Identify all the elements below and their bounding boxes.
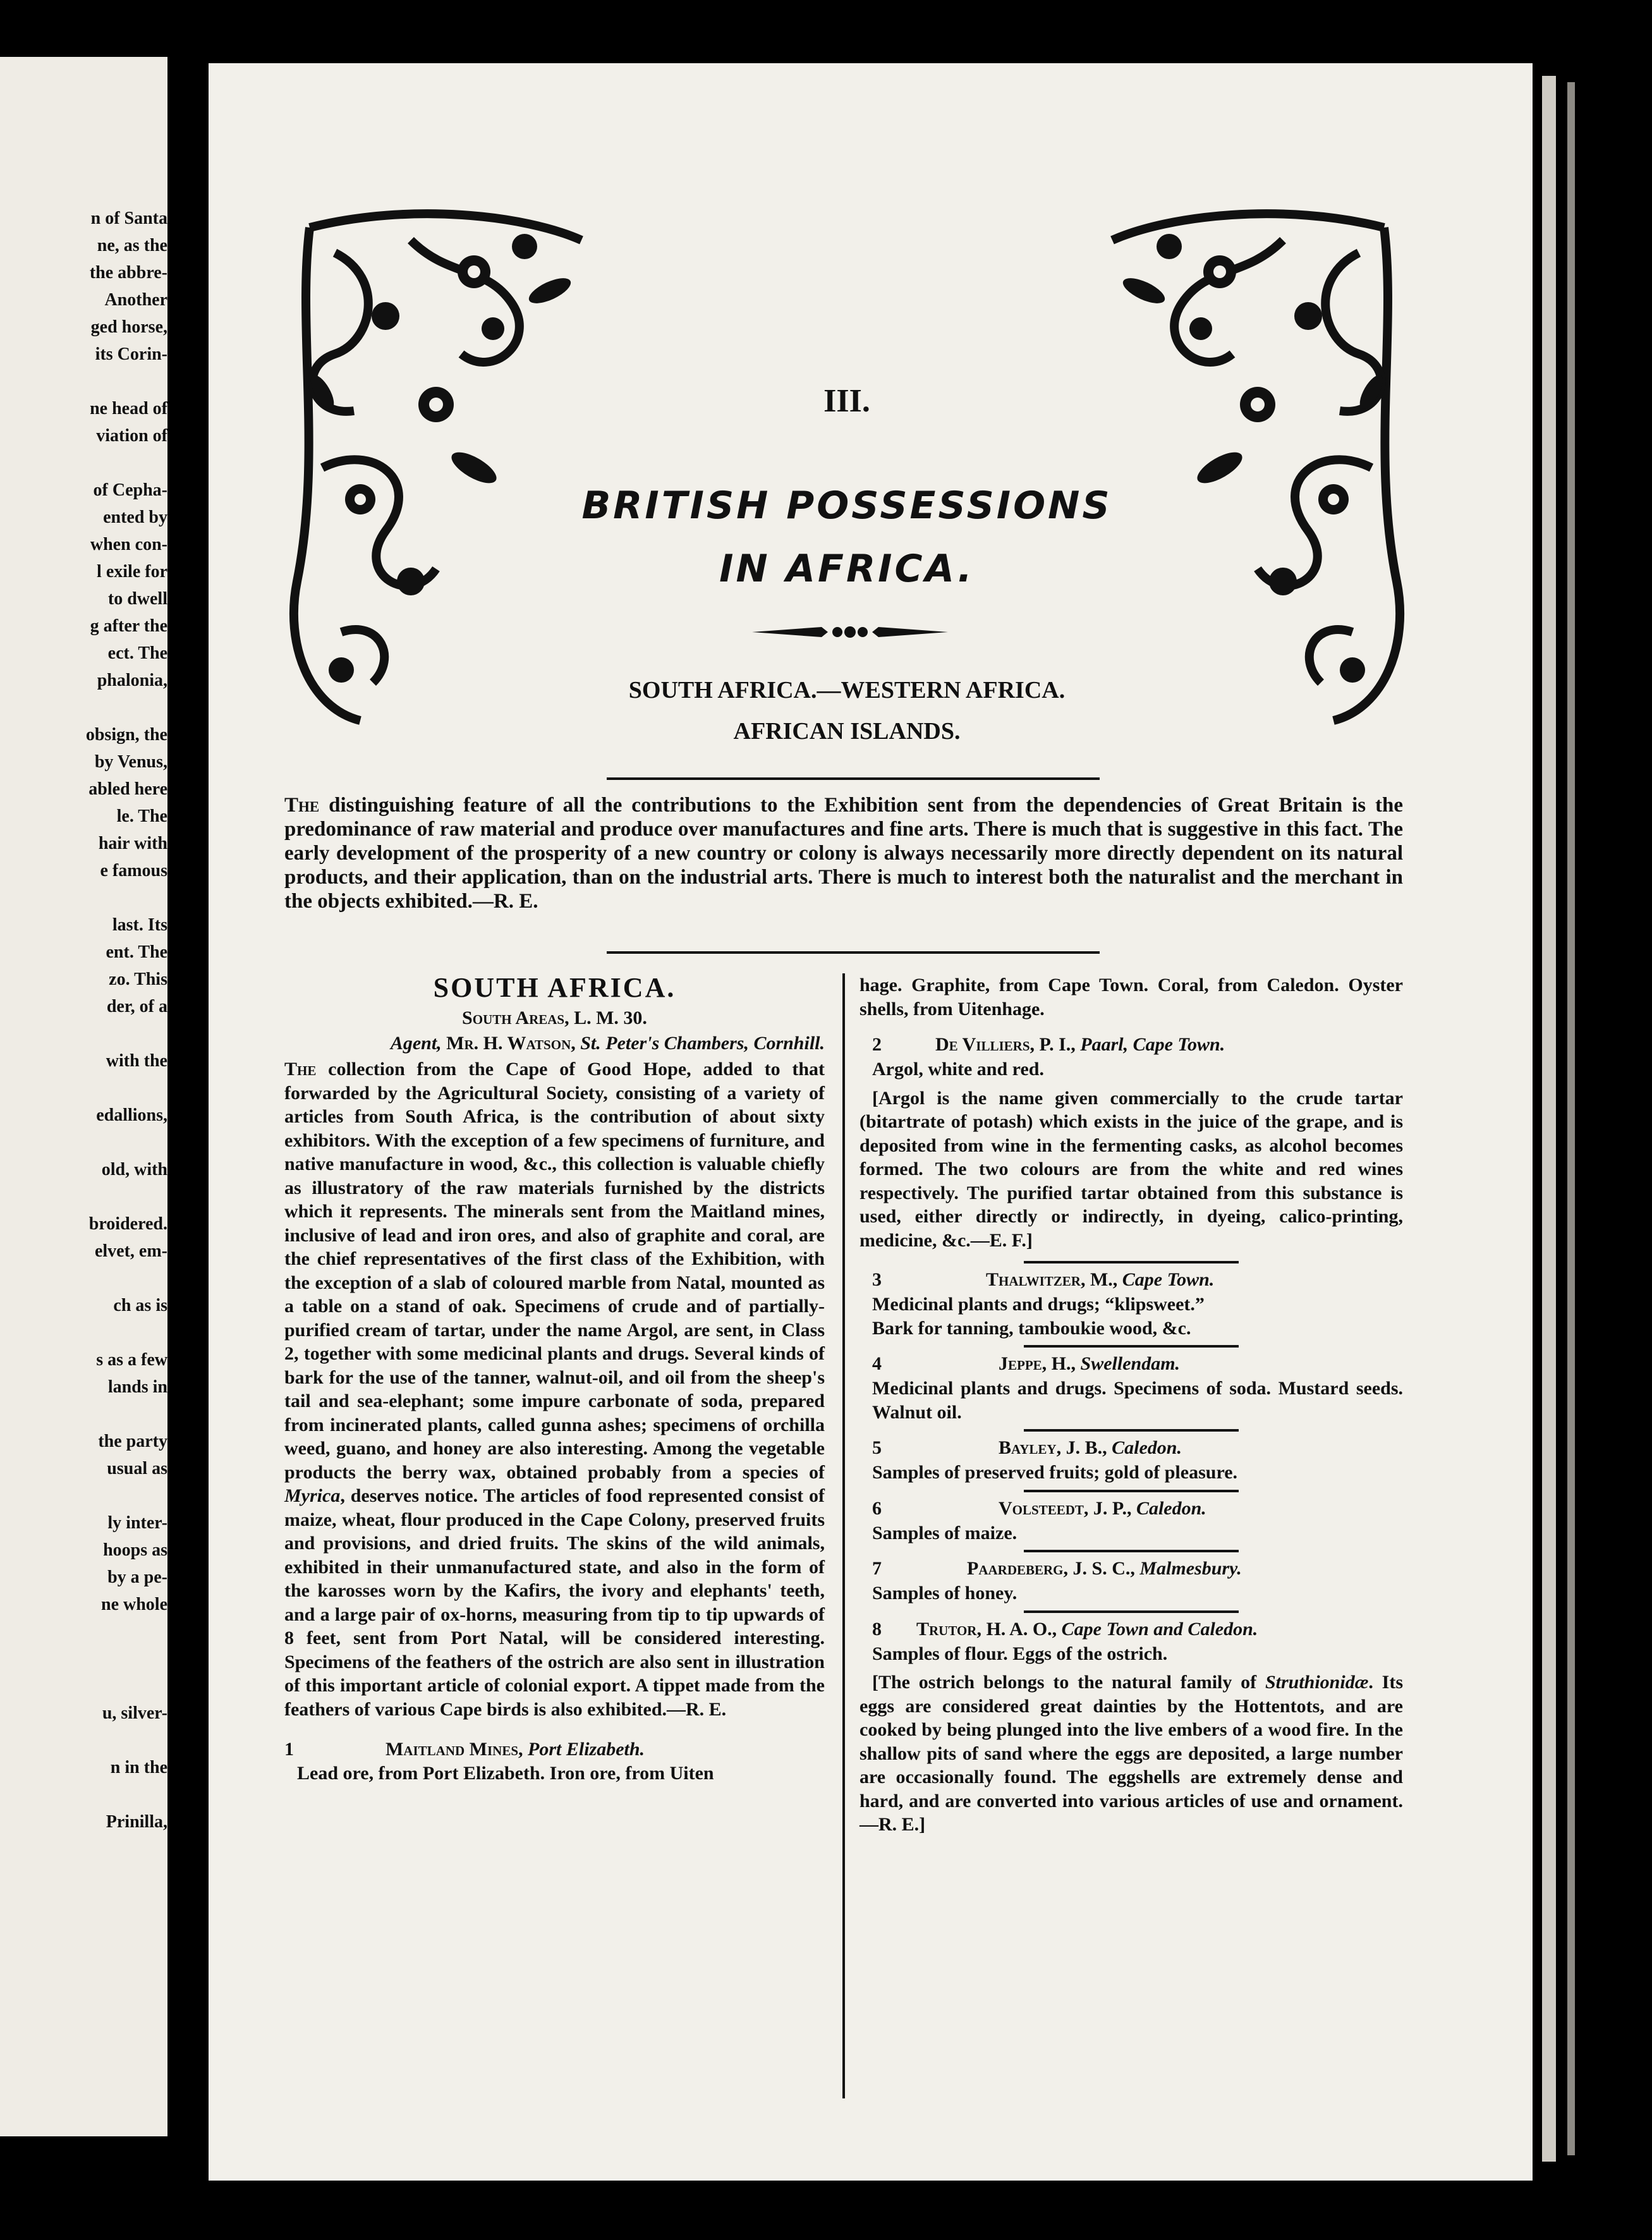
column-divider: [842, 973, 845, 2098]
right-column: [859, 973, 1403, 1837]
entry-3-desc-1: Medicinal plants and drugs; “klipsweet.”: [872, 1294, 1205, 1315]
facing-page-line: ect. The: [107, 643, 167, 663]
facing-page-line: ged horse,: [90, 317, 167, 337]
section-title-line2: IN AFRICA.: [719, 547, 975, 591]
entry-4-desc: Medicinal plants and drugs. Specimens of soda. Mustard seeds. Walnut oil.: [872, 1378, 1403, 1423]
entry-rule: [1024, 1490, 1239, 1492]
entry-rule: [1024, 1610, 1239, 1613]
agent-line: Agent, Mr. H. Watson, St. Peter's Chambers, Cornhill.: [390, 1033, 825, 1054]
facing-page-line: n of Santa: [90, 209, 167, 228]
facing-page-line: with the: [106, 1051, 167, 1071]
facing-page-line: ent. The: [106, 942, 167, 962]
entry-7: 7 Paardeberg, J. S. C., Malmesbury.: [872, 1558, 1242, 1579]
entry-rule: [1024, 1550, 1239, 1552]
facing-page-line: abled here: [88, 779, 167, 799]
intro-paragraph: The distinguishing feature of all the contributions to the Exhibition sent from the dependencies of Great Britain is the predominance of raw material and produce over manufactures and fine arts. There is much that is suggestive in this fact. The early development of the prosperity of a new country or colony is always necessarily more directly dependent on its natural products, and their application, than on the industrial arts. There is much to interest both the naturalist and the merchant in the objects exhibited.—R. E.: [284, 794, 1403, 913]
facing-page-line: ne whole: [101, 1595, 167, 1614]
facing-page-line: le. The: [116, 807, 167, 826]
entry-5-desc: Samples of preserved fruits; gold of pleasure.: [872, 1462, 1238, 1483]
entry-2-note: [Argol is the name given commercially to the crude tartar (bitartrate of potash) which exists in the juice of the grape, and is deposited from wine in the fermenting casks, as alcohol becomes formed. The two colours are from the white and red wines respectively. The purified tartar obtained from this substance is used, either directly or indirectly, in dyeing, calico-printing, medicine, &c.—E. F.]: [859, 1087, 1403, 1251]
entry-8-desc: Samples of flour. Eggs of the ostrich.: [872, 1643, 1168, 1664]
page-edge: [1542, 76, 1556, 2162]
entry-1: 1 Maitland Mines, Port Elizabeth.: [284, 1739, 645, 1760]
facing-page-line: u, silver-: [102, 1703, 167, 1723]
facing-page-line: phalonia,: [97, 671, 167, 690]
facing-page-line: e famous: [100, 861, 167, 880]
facing-page-line: ch as is: [113, 1296, 167, 1315]
entry-1-continued: hage. Graphite, from Cape Town. Coral, from Caledon. Oyster shells, from Uitenhage.: [859, 975, 1403, 1020]
facing-page-line: s as a few: [96, 1350, 167, 1370]
section-numeral: III.: [823, 383, 870, 419]
entry-3-desc-2: Bark for tanning, tamboukie wood, &c.: [872, 1317, 1191, 1339]
entry-6: 6 Volsteedt, J. P., Caledon.: [872, 1497, 1206, 1519]
facing-page-line: obsign, the: [85, 725, 167, 745]
entry-8: 8 Trutor, H. A. O., Cape Town and Caledon.: [872, 1618, 1258, 1640]
entry-7-desc: Samples of honey.: [872, 1583, 1017, 1604]
entry-3: 3 Thalwitzer, M., Cape Town.: [872, 1269, 1215, 1290]
entry-2: 2 De Villiers, P. I., Paarl, Cape Town.: [872, 1034, 1225, 1055]
facing-page-line: usual as: [107, 1459, 167, 1478]
south-africa-heading: SOUTH AFRICA.: [433, 972, 676, 1003]
facing-page-line: broidered.: [88, 1214, 167, 1234]
facing-page-line: l exile for: [97, 562, 167, 581]
facing-page-line: old, with: [101, 1160, 167, 1179]
facing-page-line: last. Its: [112, 915, 167, 935]
facing-page-line: zo. This: [109, 970, 167, 989]
entry-rule: [1024, 1261, 1239, 1263]
facing-page-line: elvet, em-: [94, 1241, 167, 1261]
facing-page-line: its Corin-: [95, 344, 167, 364]
facing-page-line: the abbre-: [89, 263, 167, 283]
facing-page-line: g after the: [90, 616, 167, 636]
facing-page-line: ented by: [103, 508, 167, 527]
facing-page-line: Prinilla,: [106, 1812, 167, 1832]
facing-page-line: when con-: [90, 535, 167, 554]
facing-page-line: lands in: [107, 1377, 167, 1397]
title-flourish: [752, 619, 948, 645]
entry-2-desc: Argol, white and red.: [872, 1059, 1044, 1080]
right-floral-ornament: [1093, 202, 1409, 733]
facing-page-line: by a pe-: [107, 1567, 167, 1587]
south-africa-areas: South Areas, L. M. 30.: [462, 1007, 647, 1028]
left-column: [284, 970, 825, 1786]
divider: [607, 951, 1100, 954]
facing-page-line: to dwell: [107, 589, 167, 609]
facing-page-fragment: [0, 57, 167, 2136]
divider: [607, 777, 1100, 780]
entry-1-desc: Lead ore, from Port Elizabeth. Iron ore, from Uiten: [297, 1763, 714, 1784]
entry-4: 4 Jeppe, H., Swellendam.: [872, 1353, 1181, 1374]
facing-page-line: Another: [104, 290, 167, 310]
section-title-line1: BRITISH POSSESSIONS: [581, 484, 1112, 528]
south-africa-body: The collection from the Cape of Good Hope, added to that forwarded by the Agricultural Society, consisting of a variety of articles from South Africa, is the contribution of about sixty exhibitors. With the exception of a few specimens of furniture, and native manufacture in wood, &c., this collection is valuable chiefly as illustratory of the raw materials furnished by the districts which it represents. The minerals sent from the Maitland mines, inclusive of lead and iron ores, and also of graphite and coral, are the chief representatives of the first class of the Exhibition, with the exception of a slab of coloured marble from Natal, mounted as a table on a stand of oak. Specimens of crude and of partially-purified cream of tartar, under the name Argol, are sent, in Class 2, together with some medicinal plants and drugs. Several kinds of bark for the use of the tanner, walnut-oil, and oil from the sheep's tail and sea-elephant; some impure carbonate of soda, prepared from incinerated plants, called gunna ashes; specimens of orchilla weed, guano, and honey are also interesting. Among the vegetable products the berry wax, obtained probably from a species of Myrica, deserves notice. The articles of food represented consist of maize, wheat, flour produced in the Cape Colony, preserved fruits and provisions, and dried fruits. The skins of the wild animals, exhibited in their unmanufactured state, and also in the form of the karosses worn by the Kafirs, the ivory and elephants' teeth, and a large pair of ox-horns, measuring from tip to tip upwards of 8 feet, sent from Port Natal, will be considered interesting. Specimens of the feathers of the ostrich are also sent in illustration of this important article of colonial export. A tippet made from the feathers of various Cape birds is also exhibited.—R. E.: [284, 1059, 825, 1720]
section-subtitle-line2: AFRICAN ISLANDS.: [733, 718, 961, 745]
page-edge: [1567, 82, 1575, 2155]
facing-page-line: hoops as: [103, 1540, 167, 1560]
facing-page-line: the party: [98, 1432, 167, 1451]
facing-page-line: ne, as the: [97, 236, 167, 255]
facing-page-line: n in the: [110, 1758, 167, 1777]
entry-5: 5 Bayley, J. B., Caledon.: [872, 1437, 1182, 1458]
facing-page-line: of Cepha-: [93, 480, 167, 500]
entry-6-desc: Samples of maize.: [872, 1522, 1017, 1543]
entry-8-note: [The ostrich belongs to the natural family of Struthionidæ. Its eggs are considered great dainties by the Hottentots, and are cooked by being plunged into the live embers of a wood fire. In the shallow pits of sand where the eggs are deposited, a large number are occasionally found. The eggshells are extremely dense and hard, and are converted into various articles of use and ornament.—R. E.]: [859, 1672, 1404, 1835]
facing-page-line: ne head of: [90, 399, 167, 418]
facing-page-line: ly inter-: [107, 1513, 167, 1533]
book-page: [209, 63, 1533, 2181]
facing-page-line: der, of a: [106, 997, 167, 1016]
entry-rule: [1024, 1429, 1239, 1432]
entry-rule: [1024, 1345, 1239, 1348]
left-floral-ornament: [284, 202, 600, 733]
facing-page-line: hair with: [98, 834, 167, 853]
facing-page-line: viation of: [96, 426, 167, 446]
section-subtitle-line1: SOUTH AFRICA.—WESTERN AFRICA.: [628, 677, 1066, 703]
facing-page-line: edallions,: [96, 1105, 167, 1125]
facing-page-line: by Venus,: [94, 752, 167, 772]
